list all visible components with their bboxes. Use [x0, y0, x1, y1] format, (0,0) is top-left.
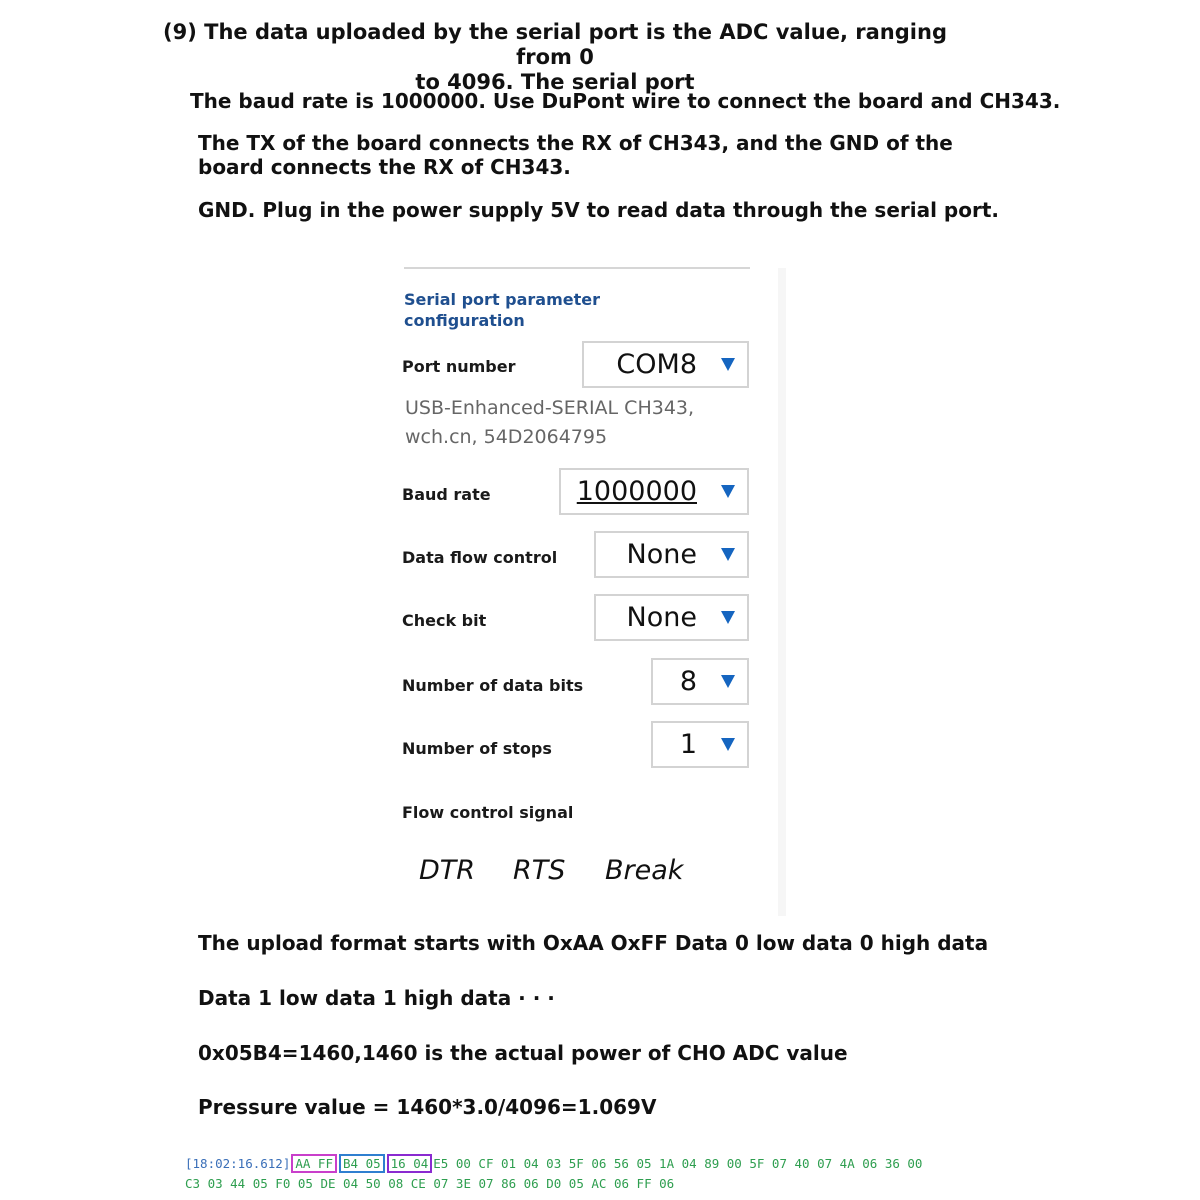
panel-top-divider: [404, 267, 750, 269]
format-line-4: Pressure value = 1460*3.0/4096=1.069V: [198, 1095, 657, 1119]
log-timestamp: [18:02:16.612]: [185, 1156, 291, 1171]
port-description: USB-Enhanced-SERIAL CH343, wch.cn, 54D2064795: [405, 397, 695, 448]
check-bit-value: None: [626, 602, 697, 633]
check-bit-select[interactable]: [594, 594, 749, 641]
serial-log-line-2: C3 03 44 05 F0 05 DE 04 50 08 CE 07 3E 07 86 06 D0 05 AC 06 FF 06: [185, 1176, 675, 1191]
break-toggle[interactable]: Break: [605, 855, 684, 886]
wiring-paragraph: The TX of the board connects the RX of CH343, and the GND of the board connects the RX of CH343.: [198, 131, 953, 179]
section-heading: [150, 20, 960, 95]
baud-rate-value: 1000000: [576, 476, 697, 507]
data-flow-control-value: None: [626, 539, 697, 570]
port-number-label: Port number: [402, 357, 516, 376]
heading-line-1: (9) The data uploaded by the serial port is the ADC value, ranging from 0: [163, 20, 947, 69]
power-paragraph: GND. Plug in the power supply 5V to read data through the serial port.: [198, 198, 1000, 222]
format-line-3: 0x05B4=1460,1460 is the actual power of CHO ADC value: [198, 1041, 848, 1065]
dropdown-arrow-icon: [721, 738, 735, 751]
log-header-bytes: AA FF: [291, 1154, 337, 1173]
serial-log-line-1: [185, 1155, 922, 1173]
port-number-select[interactable]: [582, 341, 749, 388]
log-remaining-bytes: E5 00 CF 01 04 03 5F 06 56 05 1A 04 89 00 5F 07 40 07 4A 06 36 00: [433, 1156, 923, 1171]
heading-line-2: to 4096. The serial port: [415, 70, 695, 94]
baud-rate-label: Baud rate: [402, 485, 491, 504]
stop-bits-select[interactable]: [651, 721, 749, 768]
check-bit-label: Check bit: [402, 611, 487, 630]
data-bits-select[interactable]: [651, 658, 749, 705]
log-data1-bytes: 16 04: [387, 1154, 433, 1173]
dropdown-arrow-icon: [721, 675, 735, 688]
format-line-1: The upload format starts with OxAA OxFF Data 0 low data 0 high data: [198, 931, 989, 955]
dtr-toggle[interactable]: DTR: [419, 855, 476, 886]
data-flow-control-select[interactable]: [594, 531, 749, 578]
stop-bits-value: 1: [679, 729, 697, 760]
log-data0-bytes: B4 05: [339, 1154, 385, 1173]
data-bits-value: 8: [679, 666, 697, 697]
rts-toggle[interactable]: RTS: [513, 855, 566, 886]
baud-rate-paragraph: The baud rate is 1000000. Use DuPont wire to connect the board and CH343.: [190, 89, 1061, 113]
panel-side-shadow: [778, 268, 786, 916]
dropdown-arrow-icon: [721, 485, 735, 498]
dropdown-arrow-icon: [721, 358, 735, 371]
port-number-value: COM8: [616, 349, 697, 380]
dropdown-arrow-icon: [721, 548, 735, 561]
baud-rate-select[interactable]: [559, 468, 749, 515]
stop-bits-label: Number of stops: [402, 739, 552, 758]
dropdown-arrow-icon: [721, 611, 735, 624]
panel-title: Serial port parameter configuration: [404, 290, 601, 330]
data-flow-control-label: Data flow control: [402, 548, 558, 567]
data-bits-label: Number of data bits: [402, 676, 584, 695]
format-line-2: Data 1 low data 1 high data · · ·: [198, 986, 555, 1010]
flow-control-signal-label: Flow control signal: [402, 803, 574, 822]
